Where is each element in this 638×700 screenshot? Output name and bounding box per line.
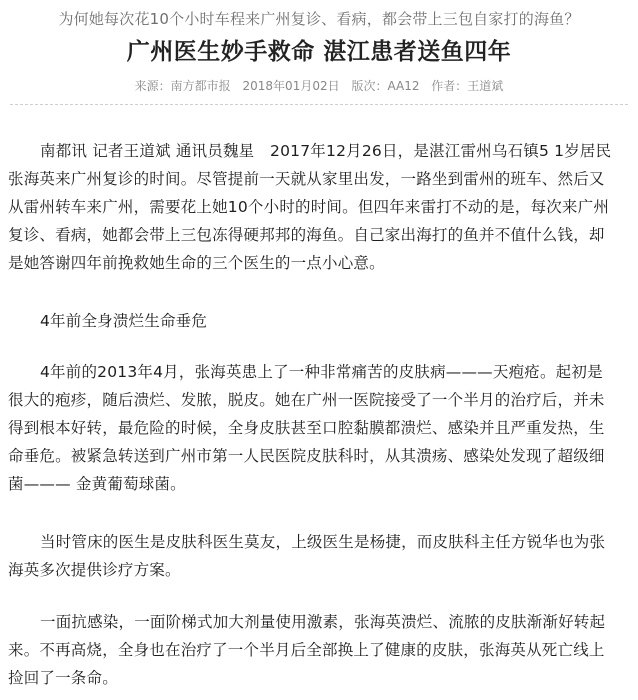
meta-divider bbox=[10, 104, 628, 105]
paragraph-text: 南都讯 记者王道斌 通讯员魏星 2017年12月26日，是湛江雷州乌石镇5 1岁居民张海英来广州复诊的时间。尽管提前一天就从家里出发，一路坐到雷州的班车、然后又从雷州转车来广州，需要花上她10个小时的时间。但四年来雷打不动的是，每次来广州复诊、看病，她都会带上三包冻得硬邦邦的海鱼。自己家出海打的鱼并不值什么钱，却是她答谢四年前挽救她生命的三个医生的一点小心意。 bbox=[8, 142, 612, 272]
paragraph-illness bbox=[8, 358, 618, 498]
meta-author: 作者：王道斌 bbox=[431, 79, 504, 93]
paragraph-text: 一面抗感染，一面阶梯式加大剂量使用激素，张海英溃烂、流脓的皮肤渐渐好转起来。不再高烧，全身也在治疗了一个半月后全部换上了健康的皮肤，张海英从死亡线上捡回了一条命。 bbox=[8, 613, 606, 687]
paragraph-doctors bbox=[8, 528, 618, 584]
meta-edition: 版次：AA12 bbox=[351, 79, 420, 93]
meta-date: 2018年01月02日 bbox=[242, 79, 340, 93]
article-subtitle: 为何她每次花10个小时车程来广州复诊、看病，都会带上三包自家打的海鱼？ bbox=[58, 10, 580, 28]
article-meta bbox=[0, 77, 638, 94]
paragraph-recovery bbox=[8, 608, 618, 692]
section-heading-text: 4年前全身溃烂生命垂危 bbox=[40, 312, 208, 330]
paragraph-intro bbox=[8, 137, 618, 277]
paragraph-text: 4年前的2013年4月，张海英患上了一种非常痛苦的皮肤病———天疱疮。起初是很大的疱疹，随后溃烂、发脓，脱皮。她在广州一医院接受了一个半月的治疗后，并未得到根本好转，最危险的时候，全身皮肤甚至口腔黏膜都溃烂、感染并且严重发热，生命垂危。被紧急转送到广州市第一人民医院皮肤科时，从其溃疡、感染处发现了超级细菌——— 金黄葡萄球菌。 bbox=[8, 363, 605, 493]
article-title: 广州医生妙手救命 湛江患者送鱼四年 bbox=[126, 39, 512, 65]
section-heading bbox=[8, 307, 618, 335]
meta-source: 来源：南方都市报 bbox=[134, 79, 231, 93]
paragraph-text: 当时管床的医生是皮肤科医生莫友，上级医生是杨捷，而皮肤科主任方锐华也为张海英多次提供诊疗方案。 bbox=[8, 533, 606, 579]
